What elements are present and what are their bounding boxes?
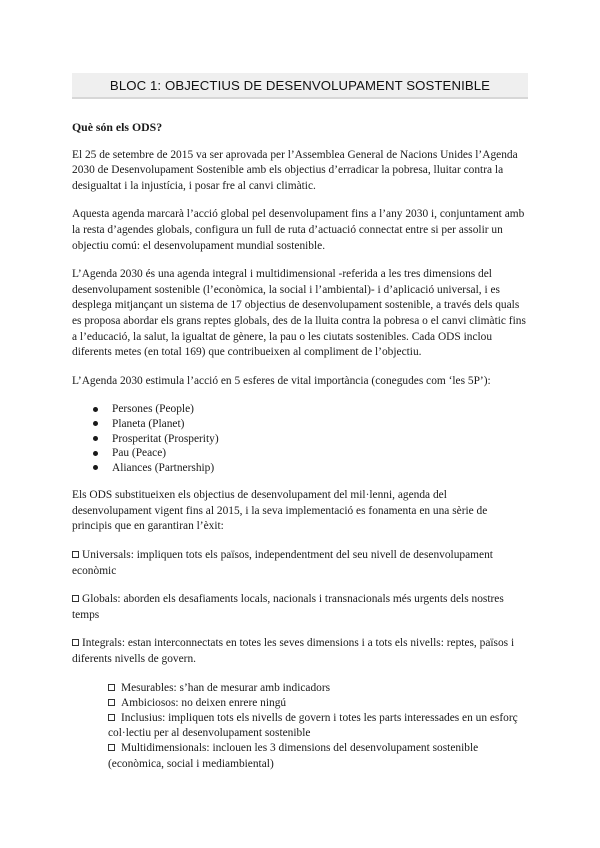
- list-item: Ambiciosos: no deixen enrere ningú: [108, 696, 528, 711]
- title-banner: [72, 73, 528, 99]
- principles-list: [72, 548, 528, 668]
- section-heading: Què són els ODS?: [72, 120, 163, 134]
- checkbox-square-icon: [108, 699, 115, 706]
- bullet-icon: [93, 436, 98, 441]
- list-item: Mesurables: s’han de mesurar amb indicadors: [108, 681, 528, 696]
- list-item: Planeta (Planet): [112, 417, 528, 432]
- list-item: Aliances (Partnership): [112, 461, 528, 476]
- spheres-list: [72, 402, 528, 475]
- checkbox-square-icon: [72, 551, 79, 558]
- bullet-icon: [93, 465, 98, 470]
- list-item: Pau (Peace): [112, 446, 528, 461]
- checkbox-square-icon: [108, 714, 115, 721]
- checkbox-square-icon: [72, 639, 79, 646]
- sub-principles-list: [72, 681, 528, 772]
- bullet-icon: [93, 407, 98, 412]
- list-item: Prosperitat (Prosperity): [112, 432, 528, 447]
- checkbox-square-icon: [108, 684, 115, 691]
- bullet-icon: [93, 421, 98, 426]
- paragraph-3: L’Agenda 2030 és una agenda integral i multidimensional -referida a les tres dimensions del desenvolupament sostenible (l’econòmica, la social i l’ambiental)- i d’aplicació universal, i es desplega mitjançant un sistema de 17 objectius de desenvolupament sostenible, a través dels quals es proposa abordar els grans reptes globals, des de la lluita contra la pobresa o el canvi climàtic fins a l’educació, la salut, la igualtat de gènere, la pau o les ciutats sostenibles. Cada ODS inclou diferents metes (en total 169) que contribueixen al compliment de l’objectiu.: [72, 268, 526, 359]
- bullet-icon: [93, 451, 98, 456]
- paragraph-2: Aquesta agenda marcarà l’acció global pel desenvolupament fins a l’any 2030 i, conjuntament amb la resta d’agendes globals, configura un full de ruta d’actuació connectat entre si per assolir un objectiu comú: el desenvolupament mundial sostenible.: [72, 208, 525, 252]
- principle-item: Universals: impliquen tots els països, independentment del seu nivell de desenvolupament econòmic: [72, 549, 493, 577]
- checkbox-square-icon: [108, 744, 115, 751]
- paragraph-1: El 25 de setembre de 2015 va ser aprovada per l’Assemblea General de Nacions Unides l’Agenda 2030 de Desenvolupament Sostenible amb els objectius d’erradicar la pobresa, lluitar contra la desigualtat i la injustícia, i posar fre al canvi climàtic.: [72, 148, 518, 192]
- principle-item: Integrals: estan interconnectats en totes les seves dimensions i a tots els nivells: reptes, països i diferents nivells de govern.: [72, 637, 515, 666]
- list-item: Multidimensionals: inclouen les 3 dimensions del desenvolupament sostenible (econòmica, social i mediambiental): [108, 742, 479, 770]
- page-title: BLOC 1: OBJECTIUS DE DESENVOLUPAMENT SOSTENIBLE: [109, 77, 491, 93]
- document-body: [72, 120, 528, 772]
- paragraph-4: L’Agenda 2030 estimula l’acció en 5 esferes de vital importància (conegudes com ‘les 5P’):: [72, 374, 491, 387]
- list-item: Persones (People): [112, 402, 528, 417]
- principle-item: Globals: aborden els desafiaments locals, nacionals i transnacionals més urgents dels nostres temps: [72, 593, 504, 621]
- list-item: Inclusius: impliquen tots els nivells de govern i totes les parts interessades en un esforç col·lectiu per al desenvolupament sostenible: [108, 712, 518, 740]
- checkbox-square-icon: [72, 595, 79, 602]
- principles-intro: Els ODS substitueixen els objectius de desenvolupament del mil·lenni, agenda del desenvolupament vigent fins al 2015, i la seva implementació es fonamenta en una sèrie de principis que en garantiran l’èxit:: [72, 489, 488, 533]
